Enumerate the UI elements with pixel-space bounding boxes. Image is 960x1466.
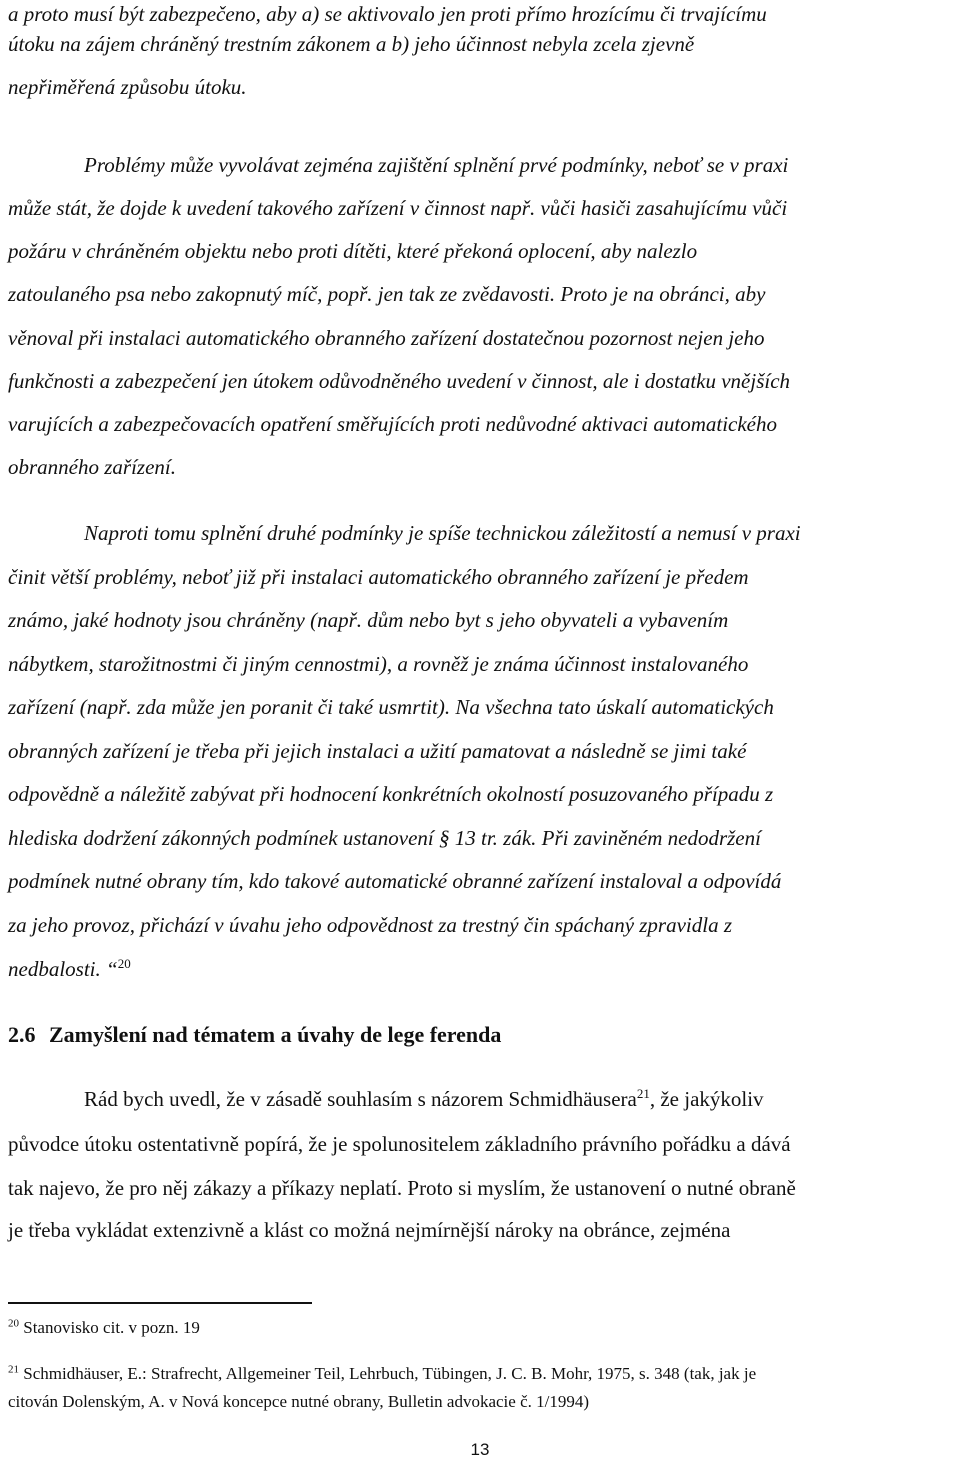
body-line: Naproti tomu splnění druhé podmínky je spíše technickou záležitostí a nemusí v praxi <box>84 521 801 545</box>
body-line: obranných zařízení je třeba při jejich instalaci a užití pamatovat a následně se jimi také <box>8 739 747 763</box>
body-line: nedbalosti. <box>8 957 101 981</box>
body-line: může stát, že dojde k uvedení takového zařízení v činnost např. vůči hasiči zasahujícímu vůči <box>8 196 788 220</box>
body-line: funkčnosti a zabezpečení jen útokem odůvodněného uvedení v činnost, ale i dostatku vnějších <box>8 369 791 393</box>
body-line: nepřiměřená způsobu útoku. <box>8 75 247 99</box>
footnote-ref[interactable]: 20 <box>117 956 131 971</box>
body-line: zatoulaného psa nebo zakopnutý míč, popř. jen tak ze zvědavosti. Proto je na obránci, aby <box>8 282 766 306</box>
footnote-number: 21 <box>8 1363 19 1376</box>
body-line: hlediska dodržení zákonných podmínek ustanovení § 13 tr. zák. Při zaviněném nedodržení <box>8 826 761 850</box>
body-line: varujících a zabezpečovacích opatření směřujících proti nedůvodné aktivaci automatického <box>8 412 778 436</box>
section-number: 2.6 <box>8 1022 36 1047</box>
body-line: za jeho provoz, přichází v úvahu jeho odpovědnost za trestný čin spáchaný zpravidla z <box>8 913 733 937</box>
footnote-separator <box>8 1302 312 1304</box>
body-line: Problémy může vyvolávat zejména zajištění splnění prvé podmínky, neboť se v praxi <box>84 153 789 177</box>
body-line: odpovědně a náležitě zabývat při hodnocení konkrétních okolností posuzovaného případu z <box>8 782 774 806</box>
body-line: nábytkem, starožitnostmi či jiným cennostmi), a rovněž je známa účinnost instalovaného <box>8 652 749 676</box>
footnote-21 <box>8 1362 756 1386</box>
section-text: , že jakýkoliv <box>649 1087 764 1111</box>
footnote-text: Schmidhäuser, E.: Strafrecht, Allgemeiner Teil, Lehrbuch, Tübingen, J. C. B. Mohr, 1975, s. 348 (tak, jak je <box>23 1364 757 1383</box>
section-text: Rád bych uvedl, že v zásadě souhlasím s názorem Schmidhäusera <box>84 1087 637 1111</box>
section-body-line <box>84 1085 764 1113</box>
body-last-line <box>8 955 131 983</box>
footnote-text: Stanovisko cit. v pozn. 19 <box>23 1318 200 1337</box>
body-line: zařízení (např. zda může jen poranit či také usmrtit). Na všechna tato úskalí automatických <box>8 695 774 719</box>
section-body-line: původce útoku ostentativně popírá, že je spolunositelem základního právního pořádku a dává <box>8 1132 791 1156</box>
body-line: a proto musí být zabezpečeno, aby a) se aktivovalo jen proti přímo hrozícímu či trvajícímu <box>8 2 767 26</box>
closing-quote: “ <box>106 957 118 981</box>
footnote-21-continuation: citován Dolenským, A. v Nová koncepce nutné obrany, Bulletin advokacie č. 1/1994) <box>8 1392 589 1411</box>
page-number: 13 <box>470 1440 490 1459</box>
section-heading <box>8 1020 501 1050</box>
body-line: útoku na zájem chráněný trestním zákonem a b) jeho účinnost nebyla zcela zjevně <box>8 32 695 56</box>
body-line: podmínek nutné obrany tím, kdo takové automatické obranné zařízení instaloval a odpovídá <box>8 869 782 893</box>
body-line: obranného zařízení. <box>8 455 176 479</box>
footnote-number: 20 <box>8 1317 19 1330</box>
section-body-line: je třeba vykládat extenzivně a klást co možná nejmírnější nároky na obránce, zejména <box>8 1218 731 1242</box>
body-line: věnoval při instalaci automatického obranného zařízení dostatečnou pozornost nejen jeho <box>8 326 765 350</box>
footnote-ref[interactable]: 21 <box>636 1086 650 1101</box>
body-line: požáru v chráněném objektu nebo proti dítěti, které překoná oplocení, aby nalezlo <box>8 239 698 263</box>
section-title: Zamyšlení nad tématem a úvahy de lege ferenda <box>49 1022 502 1047</box>
body-line: známo, jaké hodnoty jsou chráněny (např. dům nebo byt s jeho obyvateli a vybavením <box>8 608 729 632</box>
footnote-20 <box>8 1316 200 1340</box>
body-line: činit větší problémy, neboť již při instalaci automatického obranného zařízení je předem <box>8 565 749 589</box>
section-body-line: tak najevo, že pro něj zákazy a příkazy neplatí. Proto si myslím, že ustanovení o nutné obraně <box>8 1176 796 1200</box>
